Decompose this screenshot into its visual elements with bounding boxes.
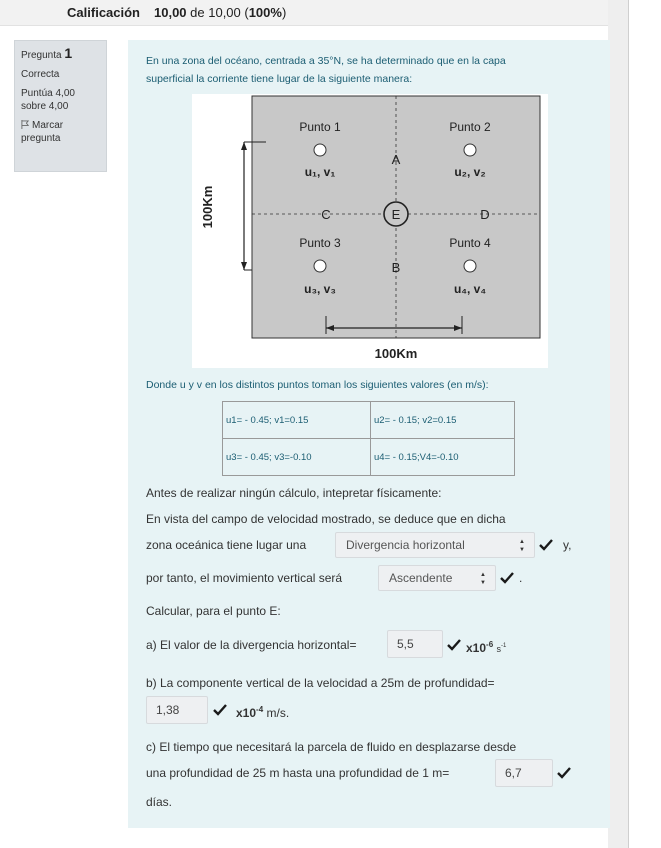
horizontal-length-label: 100Km	[374, 346, 418, 361]
vertical-velocity-input[interactable]: 1,38	[146, 696, 208, 724]
label-b: B	[391, 260, 401, 275]
interpret-instruction: Antes de realizar ningún cálculo, intepretar físicamente:	[146, 486, 442, 500]
current-diagram	[192, 94, 548, 368]
vertical-length-label: 100Km	[200, 185, 215, 229]
table-row	[223, 439, 515, 476]
table-cell: u1= - 0.45; v1=0.15	[223, 402, 371, 439]
check-icon	[500, 572, 514, 584]
uv4-label: u₄, v₄	[453, 282, 487, 296]
grade-row	[0, 0, 608, 26]
table-cell: u2= - 0.15; v2=0.15	[371, 402, 515, 439]
check-icon	[213, 704, 227, 716]
part-b-unit: $x10^{-4}$ m/s.	[236, 705, 290, 720]
check-icon	[447, 639, 461, 651]
uv2-label: u₂, v₂	[454, 165, 486, 179]
part-a-unit: $x10^{-6}$ $s^{-1}$	[466, 640, 507, 655]
part-c-text-1: c) El tiempo que necesitará la parcela de fluido en desplazarse desde	[146, 740, 517, 754]
part-b-text: b) La componente vertical de la velocidad a 25m de profundidad=	[146, 676, 495, 690]
grade-label: Calificación	[67, 5, 140, 20]
vertical-motion-end: .	[519, 571, 523, 585]
flag-icon	[21, 120, 30, 129]
question-info	[14, 40, 107, 172]
select-arrows-icon: ▲ ▼	[480, 572, 486, 586]
point-2-label: Punto 2	[449, 120, 491, 134]
label-d: D	[480, 207, 490, 222]
values-intro: Donde u y v en los distintos puntos toman los siguientes valores (en m/s):	[146, 379, 489, 391]
question-status: Correcta	[21, 69, 60, 80]
select-arrows-icon: ▲ ▼	[519, 539, 525, 553]
divergence-input[interactable]: 5,5	[387, 630, 443, 658]
question-number: Pregunta 1	[21, 45, 73, 61]
check-icon	[557, 767, 571, 779]
divergence-select[interactable]: Divergencia horizontal ▲ ▼	[335, 532, 535, 558]
label-e: E	[391, 207, 401, 222]
inference-text: En vista del campo de velocidad mostrado, se deduce que en dicha	[146, 512, 506, 526]
scroll-gutter	[608, 0, 628, 848]
table-cell: u4= - 0.15;V4=-0.10	[371, 439, 515, 476]
point-3-label: Punto 3	[299, 236, 341, 250]
divider	[628, 0, 629, 848]
question-intro: En una zona del océano, centrada a 35°N, se ha determinado que en la capa superficial la corriente tiene lugar de la siguiente manera:	[146, 55, 506, 85]
uv1-label: u₁, v₁	[304, 165, 336, 179]
part-a-text: a) El valor de la divergencia horizontal=	[146, 638, 357, 652]
label-c: C	[321, 207, 331, 222]
question-content	[128, 40, 610, 828]
zone-text: zona oceánica tiene lugar una	[146, 538, 307, 552]
point-4-label: Punto 4	[449, 236, 491, 250]
question-score: Puntúa 4,00 sobre 4,00	[21, 88, 75, 112]
vertical-motion-text: por tanto, el movimiento vertical será	[146, 571, 343, 585]
point-1-label: Punto 1	[299, 120, 341, 134]
check-icon	[539, 539, 553, 551]
uv3-label: u₃, v₃	[304, 282, 336, 296]
vertical-motion-select[interactable]: Ascendente ▲ ▼	[378, 565, 496, 591]
zone-text-end: y,	[563, 538, 572, 552]
table-row	[223, 402, 515, 439]
velocity-table	[222, 401, 515, 476]
grade-value: 10,00 de 10,00 (100%)	[154, 5, 287, 20]
diagram-svg	[192, 94, 548, 368]
label-a: A	[391, 152, 401, 167]
table-cell: u3= - 0.45; v3=-0.10	[223, 439, 371, 476]
flag-question-link[interactable]: Marcar pregunta	[21, 120, 64, 144]
calculate-instruction: Calcular, para el punto E:	[146, 604, 281, 618]
part-c-text-3: días.	[146, 795, 173, 809]
part-c-text-2: una profundidad de 25 m hasta una profundidad de 1 m=	[146, 766, 450, 780]
time-input[interactable]: 6,7	[495, 759, 553, 787]
